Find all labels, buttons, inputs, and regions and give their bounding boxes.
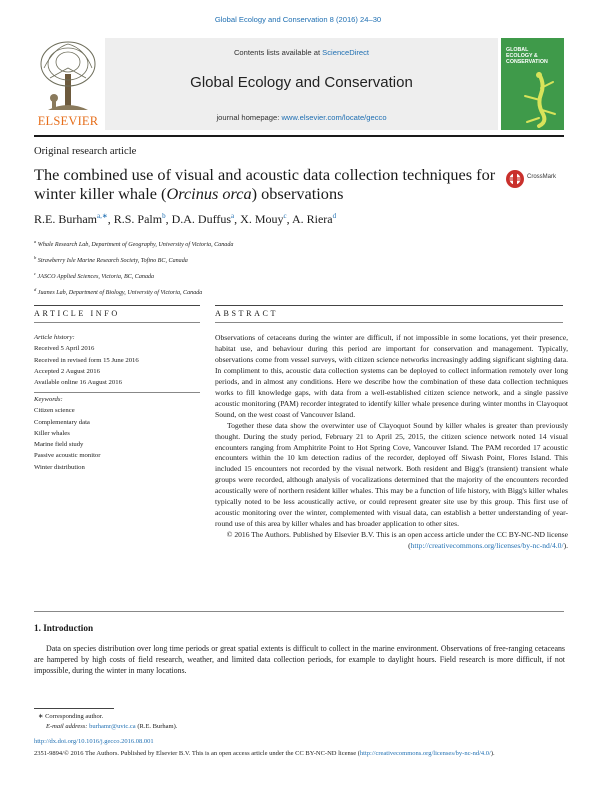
license-link[interactable]: http://creativecommons.org/licenses/by-nc-nd/4.0/ (410, 541, 564, 551)
title-part-2: ) observations (251, 184, 344, 203)
author-affiliation-marker[interactable]: b (162, 212, 166, 220)
section-heading-introduction: 1. Introduction (34, 623, 94, 633)
homepage-link[interactable]: www.elsevier.com/locate/gecco (281, 113, 387, 122)
journal-citation-link[interactable]: Global Ecology and Conservation 8 (2016) 24–30 (214, 15, 382, 24)
copyright-license-link[interactable]: http://creativecommons.org/licenses/by-nc-nd/4.0/ (359, 750, 491, 757)
affiliation-text: Whale Research Lab, Department of Geography, University of Victoria, Canada (37, 242, 234, 249)
journal-title: Global Ecology and Conservation (190, 74, 413, 91)
keyword-item: Winter distribution (34, 463, 85, 471)
keyword-item: Marine field study (34, 441, 84, 449)
license-prefix: © 2016 The Authors. Published by Elsevier B.V. This is an open access article under the CC BY-NC-ND license ( (226, 530, 568, 551)
keyword-item: Killer whales (34, 429, 70, 437)
article-info-subrule (34, 322, 200, 323)
crossmark-label: CrossMark (527, 174, 557, 180)
author-affiliation-marker[interactable]: d (332, 212, 337, 220)
author-separator: , (165, 212, 172, 226)
elsevier-wordmark: ELSEVIER (37, 114, 99, 128)
abstract-paragraph-2: Together these data show the overwinter use of Clayoquot Sound by killer whales is greater than previously thought. During the study period, February 21 to April 25, 2015, the citizen science network noted 14 visual encounters ranging from Amphitrite Point to Hot Spring Cove, Vancouver Island. The PAM recorded 17 acoustic encounters within the 10 km detection radius of the recorder, deployed off Siwash Point, Flores Island. This included 15 encounters not recorded by the visual network. Both resident and Bigg's (transient) transient whale groups were recorded, although analysis of vocalizations determined that the majority of the encounters recorded acoustically were of northern resident killer whales. This may be a function of life history, with Bigg's killer whales typically noted to be less acoustically active, or could represent greater site use by this group. This first use of acoustic monitoring over the winter, complemented with visual data, can establish a better understanding of year-round use of this area by killer whales and has broader application to other sites. (215, 420, 568, 529)
elsevier-tree-icon (34, 38, 102, 114)
lizard-icon (515, 70, 559, 128)
contents-line (105, 48, 498, 57)
journal-header (34, 38, 564, 132)
article-history (34, 332, 139, 388)
author-separator: , (107, 212, 114, 226)
keyword-item: Citizen science (34, 407, 75, 415)
footnote-email (46, 723, 177, 730)
affiliation-item (34, 268, 233, 284)
history-item: Accepted 2 August 2016 (34, 367, 100, 375)
footnote-corresponding (38, 712, 103, 720)
email-label: E-mail address: (46, 723, 90, 730)
abstract-rule (215, 305, 563, 306)
affiliation-text: JASCO Applied Sciences, Victoria, BC, Canada (37, 273, 155, 280)
affiliation-marker: a (34, 239, 37, 244)
article-info-heading: ARTICLE INFO (34, 309, 120, 318)
author-name[interactable]: A. Riera (291, 212, 333, 226)
email-suffix: (R.E. Burham). (135, 723, 178, 730)
elsevier-logo (34, 38, 102, 130)
footnote-rule (34, 708, 114, 709)
article-type: Original research article (34, 146, 137, 157)
abstract-subrule (215, 322, 563, 323)
license-suffix: ). (563, 541, 568, 551)
author-affiliation-marker[interactable]: a (231, 212, 235, 220)
author-name[interactable]: D.A. Duffus (171, 212, 232, 226)
homepage-line (105, 113, 498, 122)
copyright-prefix: 2351-9894/© 2016 The Authors. Published by Elsevier B.V. This is an open access article under the CC BY-NC-ND license ( (34, 750, 360, 757)
abstract-body (215, 333, 568, 552)
title-part-1: The combined use of visual and acoustic data collection techniques for winter killer whale ( (34, 165, 496, 203)
homepage-prefix: journal homepage: (216, 113, 282, 122)
crossmark-badge[interactable] (505, 167, 565, 191)
email-link[interactable]: burhamr@uvic.ca (89, 723, 136, 730)
keyword-item: Complementary data (34, 418, 90, 426)
history-item: Available online 16 August 2016 (34, 379, 122, 387)
journal-cover-image[interactable] (501, 38, 564, 130)
affiliation-item (34, 252, 233, 268)
affiliation-text: Juanes Lab, Department of Biology, University of Victoria, Canada (37, 289, 203, 296)
abstract-heading: ABSTRACT (215, 309, 279, 318)
affiliation-text: Strawberry Isle Marine Research Society, Tofino BC, Canada (37, 257, 188, 264)
header-rule (34, 135, 564, 137)
keyword-item: Passive acoustic monitor (34, 452, 101, 460)
introduction-paragraph-1: Data on species distribution over long time periods or great spatial extents is difficult to collect in the marine environment. Observations of free-ranging cetaceans are hampered by high costs of field research, weather, and limited data collection periods, for example to daylight hours. Field research is more difficult, if not impossible, during the winter in many locations. (34, 644, 565, 675)
affiliation-list (34, 236, 233, 300)
doi-link[interactable]: http://dx.doi.org/10.1016/j.gecco.2016.08.001 (34, 738, 154, 745)
crossmark-icon (505, 167, 525, 191)
history-item: Received 5 April 2016 (34, 345, 95, 353)
author-list (34, 212, 336, 227)
author-affiliation-marker[interactable]: c (283, 212, 287, 220)
abstract-license (215, 530, 568, 552)
history-label: Article history: (34, 334, 75, 341)
keywords-label: Keywords: (34, 396, 63, 403)
keywords-rule (34, 392, 200, 393)
author-separator: , (234, 212, 241, 226)
affiliation-marker: d (34, 286, 37, 292)
abstract-paragraph-1: Observations of cetaceans during the winter are difficult, if not impossible in some locations, yet their presence, habitat use, and behaviour during this period are important for conservation and management. Typically, observations come from vessel surveys, with citizen science networks increasingly adding significant sighting data. In compliment to this, acoustic data collection systems can be deployed to collect information remotely over long periods, and in almost any conditions. Here we describe how the combination of these data collection techniques works to fill knowledge gaps, with data from a well-established citizen science network, and a single passive acoustic monitoring (PAM) recorder integrated to identify killer whale presence during winter months in Clayoquot Sound, on the west coast of Vancouver Island. (215, 333, 568, 419)
article-info-rule (34, 305, 200, 306)
article-title (34, 165, 504, 203)
introduction-body (34, 644, 565, 677)
copyright-notice (34, 749, 562, 760)
affiliation-item (34, 284, 233, 300)
author-affiliation-marker[interactable]: a,∗ (97, 212, 108, 220)
journal-banner (105, 38, 498, 130)
cover-title: GLOBAL ECOLOGY & CONSERVATION (506, 47, 548, 65)
sciencedirect-link[interactable]: ScienceDirect (322, 48, 370, 57)
author-name[interactable]: R.S. Palm (113, 212, 163, 226)
affiliation-item (34, 236, 233, 252)
affiliation-marker: b (34, 254, 37, 260)
keywords (34, 394, 101, 473)
title-species-name: Orcinus orca (166, 184, 252, 203)
author-name[interactable]: R.E. Burham (34, 212, 97, 226)
contents-prefix: Contents lists available at (233, 48, 323, 57)
affiliation-marker: c (34, 270, 36, 276)
history-item: Received in revised form 15 June 2016 (34, 356, 139, 364)
author-separator: , (286, 212, 292, 226)
abstract-bottom-rule (34, 611, 564, 612)
asterisk-icon: ∗ (38, 713, 44, 720)
author-name[interactable]: X. Mouy (240, 212, 284, 226)
corresponding-text: Corresponding author. (45, 713, 104, 720)
copyright-suffix: ). (490, 750, 495, 757)
